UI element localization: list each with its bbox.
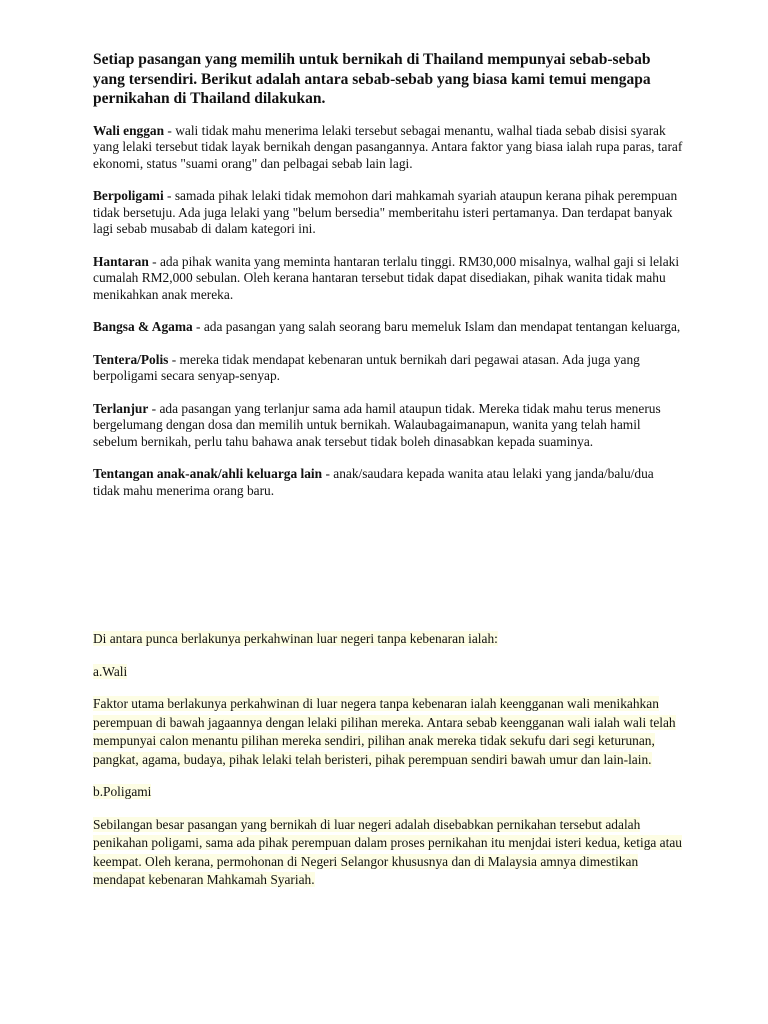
section-a-title-text: a.Wali	[93, 663, 128, 679]
document-heading: Setiap pasangan yang memilih untuk bernikah di Thailand mempunyai sebab-sebab yang tersendiri. Berikut adalah antara sebab-sebab yang biasa kami temui mengapa pernikahan di Thailand dilakukan.	[93, 51, 651, 107]
reason-paragraph	[93, 319, 683, 336]
reason-text: - wali tidak mahu menerima lelaki tersebut sebagai menantu, walhal tiada sebab disisi syarak yang lelaki tersebut tidak layak bernikah dengan pasangannya. Antara faktor yang biasa ialah rupa paras, taraf ekonomi, status "suami orang" dan pelbagai sebab lain lagi.	[93, 122, 683, 171]
reason-text: - samada pihak lelaki tidak memohon dari mahkamah syariah ataupun kerana pihak perempuan tidak bersetuju. Ada juga lelaki yang "belum bersedia" memberitahu isteri pertamanya. Dan terdapat banyak lagi sebab musabab di dalam kategori ini.	[93, 188, 678, 236]
section-b-body	[93, 816, 683, 890]
reason-paragraph	[93, 188, 683, 238]
document-upper-section	[93, 50, 683, 515]
document-lower-section	[93, 630, 683, 904]
intro-text: Di antara punca berlakunya perkahwinan luar negeri tanpa kebenaran ialah:	[93, 631, 498, 646]
reason-term: Terlanjur	[93, 400, 149, 416]
section-a-body-text: Faktor utama berlakunya perkahwinan di luar negera tanpa kebenaran ialah keengganan wali menikahkan perempuan di bawah jagaannya dengan lelaki pilihan mereka. Antara sebab keengganan wali ialah wali telah mempunyai calon menantu pilihan mereka sendiri, pilihan anak mereka tidak sekufu dari segi keturunan, pangkat, agama, budaya, pihak lelaki telah beristeri, pihak perempuan sendiri bawah umur dan lain-lain.	[93, 696, 676, 767]
reason-term: Bangsa & Agama	[93, 319, 193, 334]
reason-text: - mereka tidak mendapat kebenaran untuk bernikah dari pegawai atasan. Ada juga yang berpoligami secara senyap-senyap.	[93, 351, 640, 383]
reason-text: - ada pasangan yang salah seorang baru memeluk Islam dan mendapat tentangan keluarga,	[192, 319, 681, 334]
reason-term: Berpoligami	[93, 188, 164, 203]
section-a-body	[93, 695, 683, 769]
section-b-body-text: Sebilangan besar pasangan yang bernikah di luar negeri adalah disebabkan pernikahan tersebut adalah penikahan poligami, sama ada pihak perempuan dalam proses pernikahan itu menjdai isteri kedua, ketiga atau keempat. Oleh kerana, permohonan di Negeri Selangor khususnya dan di Malaysia amnya dimestikan mendapat kebenaran Mahkamah Syariah.	[93, 816, 682, 887]
reason-term: Tentera/Polis	[93, 351, 169, 367]
reason-term: Wali enggan	[93, 122, 165, 138]
reason-paragraph	[93, 401, 683, 451]
reason-text: - anak/saudara kepada wanita atau lelaki yang janda/balu/dua tidak mahu menerima orang baru.	[93, 466, 654, 498]
reason-text: - ada pihak wanita yang meminta hantaran terlalu tinggi. RM30,000 misalnya, walhal gaji si lelaki cumalah RM2,000 sebulan. Oleh kerana hantaran tersebut tidak dapat disediakan, pihak wanita tidak mahu menikahkan anak mereka.	[93, 253, 680, 302]
section-b-title	[93, 783, 683, 802]
reason-term: Hantaran	[93, 253, 149, 269]
section-b-title-text: b.Poligami	[93, 784, 152, 799]
reason-paragraph	[93, 254, 683, 304]
reason-text: - ada pasangan yang terlanjur sama ada hamil ataupun tidak. Mereka tidak mahu terus menerus bergelumang dengan dosa dan memilih untuk bernikah. Walaubagaimanapun, wanita yang telah hamil sebelum bernikah, perlu tahu bahawa anak tersebut tidak boleh dinasabkan kepada suaminya.	[93, 400, 661, 449]
section-a-title	[93, 663, 683, 682]
reason-term: Tentangan anak-anak/ahli keluarga lain	[93, 466, 323, 481]
reason-paragraph	[93, 123, 683, 173]
reason-paragraph	[93, 466, 683, 499]
reason-paragraph	[93, 352, 683, 385]
intro-line	[93, 630, 683, 649]
